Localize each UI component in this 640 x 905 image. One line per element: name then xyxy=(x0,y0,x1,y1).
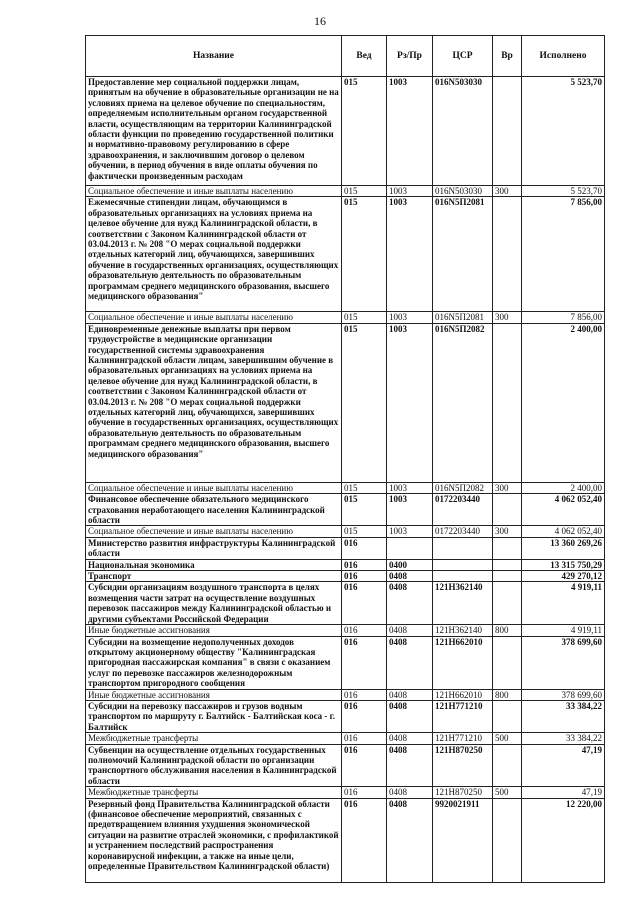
row-rz-pr: 0408 xyxy=(387,700,433,732)
row-amount: 7 856,00 xyxy=(522,312,605,323)
table-row xyxy=(86,482,605,493)
row-rz-pr: 1003 xyxy=(387,312,433,323)
table-row xyxy=(86,186,605,197)
row-ved: 015 xyxy=(342,197,387,312)
row-csr: 016N503030 xyxy=(433,186,493,197)
row-amount: 12 220,00 xyxy=(522,798,605,882)
table-row xyxy=(86,77,605,186)
header-name: Название xyxy=(86,36,342,77)
row-vr xyxy=(493,798,522,882)
row-rz-pr xyxy=(387,537,433,559)
row-name: Иные бюджетные ассигнования xyxy=(86,689,342,700)
row-amount: 4 062 052,40 xyxy=(522,526,605,537)
row-vr xyxy=(493,636,522,689)
row-rz-pr: 1003 xyxy=(387,186,433,197)
row-amount: 7 856,00 xyxy=(522,197,605,312)
row-rz-pr: 1003 xyxy=(387,197,433,312)
row-name: Социальное обеспечение и иные выплаты населению xyxy=(86,186,342,197)
row-ved: 016 xyxy=(342,689,387,700)
row-name: Социальное обеспечение и иные выплаты населению xyxy=(86,526,342,537)
row-csr: 121Н362140 xyxy=(433,582,493,625)
row-vr xyxy=(493,559,522,570)
row-name: Межбюджетные трансферты xyxy=(86,787,342,798)
row-ved: 016 xyxy=(342,537,387,559)
row-rz-pr: 1003 xyxy=(387,494,433,526)
row-ved: 015 xyxy=(342,482,387,493)
row-amount: 33 384,22 xyxy=(522,700,605,732)
table-row xyxy=(86,559,605,570)
row-csr: 0172203440 xyxy=(433,494,493,526)
row-amount: 429 270,12 xyxy=(522,571,605,582)
row-rz-pr: 0408 xyxy=(387,636,433,689)
row-vr xyxy=(493,494,522,526)
page-number: 16 xyxy=(314,14,326,28)
row-name: Единовременные денежные выплаты при первом трудоустройстве в медицинские организации государственной системы здравоохранения Калининградской области лицам, завершившим обучение в образовательных организациях на условиях приема на целевое обучение для нужд Калининградской области, в соответствии с Законом Калининградской области от 03.04.2013 г. № 208 "О мерах социальной поддержки отдельных категорий лиц, обучающихся, завершивших обучение в государственных организациях, осуществляющих образовательную деятельность по образовательным программам среднего медицинского образования, высшего медицинского образования" xyxy=(86,323,342,482)
table-row xyxy=(86,537,605,559)
row-vr xyxy=(493,197,522,312)
table-row xyxy=(86,197,605,312)
row-ved: 016 xyxy=(342,733,387,744)
row-csr: 016N5П2081 xyxy=(433,197,493,312)
row-ved: 016 xyxy=(342,787,387,798)
row-vr xyxy=(493,537,522,559)
row-csr: 016N5П2082 xyxy=(433,482,493,493)
table-row xyxy=(86,494,605,526)
row-name: Министерство развития инфраструктуры Калининградской области xyxy=(86,537,342,559)
table-row xyxy=(86,787,605,798)
row-ved: 015 xyxy=(342,494,387,526)
table-body xyxy=(86,77,605,883)
row-csr xyxy=(433,559,493,570)
row-csr: 121Н870250 xyxy=(433,787,493,798)
header-executed: Исполнено xyxy=(522,36,605,77)
row-rz-pr: 0400 xyxy=(387,559,433,570)
row-vr xyxy=(493,571,522,582)
header-rz-pr: Рз/Пр xyxy=(387,36,433,77)
table-row xyxy=(86,733,605,744)
row-csr: 9920021911 xyxy=(433,798,493,882)
table-row xyxy=(86,625,605,636)
row-name: Ежемесячные стипендии лицам, обучающимся в образовательных организациях на условиях приема на целевое обучение для нужд Калининградской области, в соответствии с Законом Калининградской области от 03.04.2013 г. № 208 "О мерах социальной поддержки отдельных категорий лиц, обучающихся, завершивших обучение в государственных организациях, осуществляющих образовательную деятельность по образовательным программам среднего медицинского образования, высшего медицинского образования" xyxy=(86,197,342,312)
row-csr xyxy=(433,571,493,582)
row-amount: 5 523,70 xyxy=(522,186,605,197)
row-vr xyxy=(493,323,522,482)
row-amount: 4 919,11 xyxy=(522,582,605,625)
row-csr: 0172203440 xyxy=(433,526,493,537)
row-csr: 121Н870250 xyxy=(433,744,493,787)
table-header-row xyxy=(86,36,605,77)
row-rz-pr: 0408 xyxy=(387,787,433,798)
row-amount: 378 699,60 xyxy=(522,636,605,689)
table-row xyxy=(86,526,605,537)
row-csr: 121Н662010 xyxy=(433,689,493,700)
row-amount: 4 062 052,40 xyxy=(522,494,605,526)
row-ved: 016 xyxy=(342,636,387,689)
row-rz-pr: 0408 xyxy=(387,798,433,882)
row-ved: 016 xyxy=(342,559,387,570)
row-rz-pr: 0408 xyxy=(387,582,433,625)
row-name: Предоставление мер социальной поддержки лицам, принятым на обучение в образовательные организации не на условиях приема на целевое обучение по специальностям, определяемым исполнительным органом государственной власти, осуществляющим на территории Калининградской области функции по проведению государственной политики и нормативно-правовому регулированию в сфере здравоохранения, и заключившим договор о целевом обучении, в период обучения в виде оплаты обучения по фактически произведенным расходам xyxy=(86,77,342,186)
row-amount: 5 523,70 xyxy=(522,77,605,186)
row-amount: 378 699,60 xyxy=(522,689,605,700)
row-ved: 016 xyxy=(342,744,387,787)
table-row xyxy=(86,689,605,700)
row-vr: 500 xyxy=(493,733,522,744)
row-name: Социальное обеспечение и иные выплаты населению xyxy=(86,312,342,323)
row-ved: 015 xyxy=(342,77,387,186)
row-amount: 4 919,11 xyxy=(522,625,605,636)
row-rz-pr: 0408 xyxy=(387,744,433,787)
row-name: Субсидии на перевозку пассажиров и грузов водным транспортом по маршруту г. Балтийск - Балтийская коса - г. Балтийск xyxy=(86,700,342,732)
row-vr xyxy=(493,582,522,625)
row-rz-pr: 1003 xyxy=(387,323,433,482)
row-csr: 121Н362140 xyxy=(433,625,493,636)
row-vr: 300 xyxy=(493,526,522,537)
row-csr: 016N5П2082 xyxy=(433,323,493,482)
row-vr: 300 xyxy=(493,312,522,323)
row-csr: 016N503030 xyxy=(433,77,493,186)
row-amount: 33 384,22 xyxy=(522,733,605,744)
row-csr: 121Н662010 xyxy=(433,636,493,689)
row-vr xyxy=(493,744,522,787)
row-ved: 016 xyxy=(342,700,387,732)
row-ved: 015 xyxy=(342,526,387,537)
row-amount: 47,19 xyxy=(522,744,605,787)
row-name: Иные бюджетные ассигнования xyxy=(86,625,342,636)
row-rz-pr: 0408 xyxy=(387,689,433,700)
row-amount: 13 315 750,29 xyxy=(522,559,605,570)
row-vr: 500 xyxy=(493,787,522,798)
table-row xyxy=(86,582,605,625)
row-ved: 016 xyxy=(342,798,387,882)
table-row xyxy=(86,700,605,732)
row-amount: 2 400,00 xyxy=(522,323,605,482)
table-row xyxy=(86,571,605,582)
row-rz-pr: 0408 xyxy=(387,733,433,744)
row-ved: 016 xyxy=(342,571,387,582)
table-row xyxy=(86,636,605,689)
row-name: Субвенции на осуществление отдельных государственных полномочий Калининградской области по организации транспортного обслуживания населения в Калининградской области xyxy=(86,744,342,787)
table-row xyxy=(86,323,605,482)
row-ved: 015 xyxy=(342,323,387,482)
table-row xyxy=(86,312,605,323)
row-vr xyxy=(493,700,522,732)
row-csr xyxy=(433,537,493,559)
row-vr: 300 xyxy=(493,482,522,493)
row-name: Финансовое обеспечение обязательного медицинского страхования неработающего населения Калининградской области xyxy=(86,494,342,526)
row-rz-pr: 0408 xyxy=(387,571,433,582)
row-name: Субсидии на возмещение недополученных доходов открытому акционерному обществу "Калининградская пригородная пассажирская компания" в связи с оказанием услуг по перевозке пассажиров железнодорожным транспортом пригородного сообщения xyxy=(86,636,342,689)
row-amount: 2 400,00 xyxy=(522,482,605,493)
row-amount: 47,19 xyxy=(522,787,605,798)
row-rz-pr: 1003 xyxy=(387,482,433,493)
row-ved: 016 xyxy=(342,625,387,636)
row-name: Субсидии организациям воздушного транспорта в целях возмещения части затрат на осуществление воздушных перевозок пассажиров между Калининградской областью и другими субъектами Российской Федерации xyxy=(86,582,342,625)
row-ved: 015 xyxy=(342,186,387,197)
row-vr: 800 xyxy=(493,625,522,636)
row-vr xyxy=(493,77,522,186)
row-ved: 016 xyxy=(342,582,387,625)
row-vr: 800 xyxy=(493,689,522,700)
header-vr: Вр xyxy=(493,36,522,77)
row-rz-pr: 1003 xyxy=(387,77,433,186)
row-name: Национальная экономика xyxy=(86,559,342,570)
row-name: Резервный фонд Правительства Калининградской области (финансовое обеспечение мероприятий, связанных с предотвращением влияния ухудшения экономической ситуации на развитие отраслей экономики, с профилактикой и устранением последствий распространения коронавирусной инфекции, а также на иные цели, определенные Правительством Калининградской области) xyxy=(86,798,342,882)
budget-table xyxy=(85,35,605,883)
row-csr: 016N5П2081 xyxy=(433,312,493,323)
header-csr: ЦСР xyxy=(433,36,493,77)
row-ved: 015 xyxy=(342,312,387,323)
row-vr: 300 xyxy=(493,186,522,197)
row-csr: 121Н771210 xyxy=(433,700,493,732)
row-name: Социальное обеспечение и иные выплаты населению xyxy=(86,482,342,493)
row-rz-pr: 0408 xyxy=(387,625,433,636)
row-amount: 13 360 269,26 xyxy=(522,537,605,559)
table-row xyxy=(86,798,605,882)
row-name: Транспорт xyxy=(86,571,342,582)
row-rz-pr: 1003 xyxy=(387,526,433,537)
row-csr: 121Н771210 xyxy=(433,733,493,744)
row-name: Межбюджетные трансферты xyxy=(86,733,342,744)
header-ved: Вед xyxy=(342,36,387,77)
table-row xyxy=(86,744,605,787)
